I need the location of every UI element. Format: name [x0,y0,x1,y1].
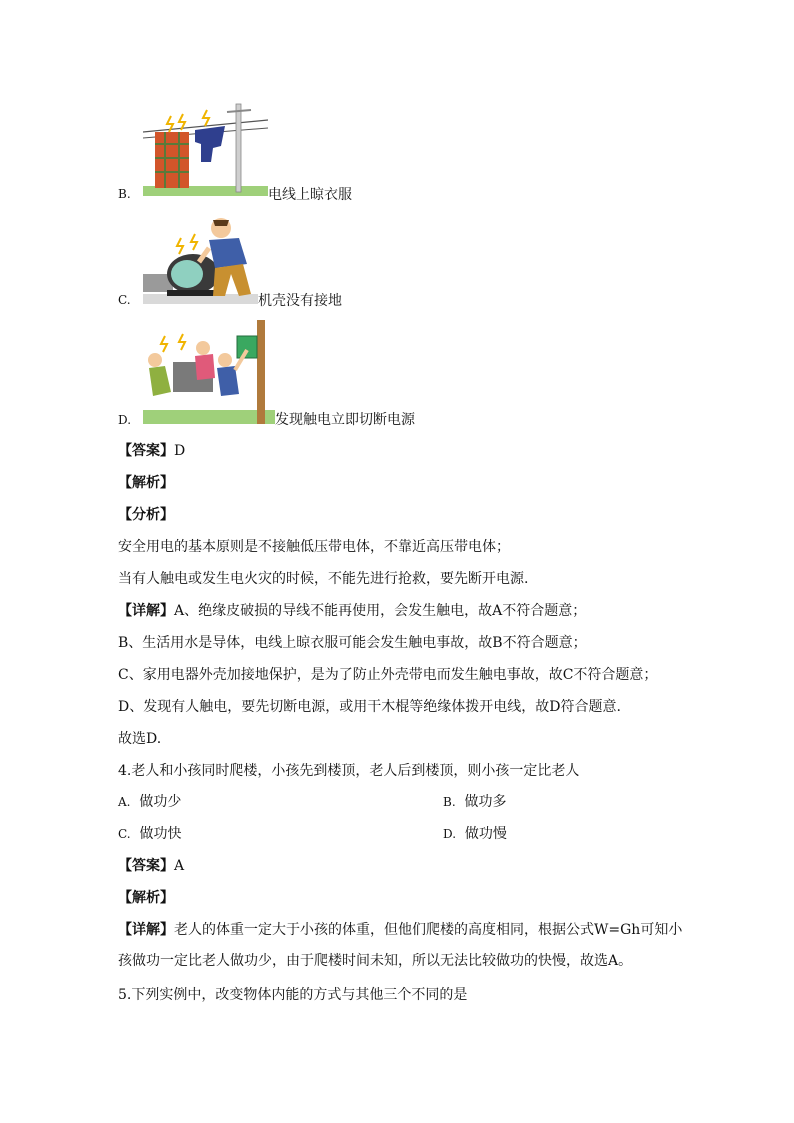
answer-value: A [174,858,185,874]
q4-answer-line [118,856,184,876]
answer-tag: 【答案】 [118,858,174,874]
q4-detail-line-2: 孩做功一定比老人做功少，由于爬楼时间未知，所以无法比较做功的快慢，故选A。 [118,953,633,969]
motor-not-grounded-illustration [143,208,258,304]
option-letter-b: B. [118,187,131,201]
answer-value: D [174,443,186,459]
detail-tag: 【详解】 [118,603,174,619]
q4-option-c [118,824,181,844]
option-caption-d: 发现触电立即切断电源 [275,412,415,428]
q3-answer-line [118,441,185,461]
q4-detail-line-1 [118,920,682,940]
detail-text: 老人的体重一定大于小孩的体重，但他们爬楼的高度相同，根据公式W=Gh可知小 [174,922,683,938]
option-text: 做功少 [139,794,182,810]
option-letter-c: C. [118,293,131,307]
option-text: 做功慢 [464,826,507,842]
detail-line-d: D、发现有人触电，要先切断电源，或用干木棍等绝缘体拨开电线，故D符合题意. [118,699,621,715]
detail-text-a: A、绝缘皮破损的导线不能再使用，会发生触电，故A不符合题意； [174,603,587,619]
option-letter: B. [443,795,456,809]
q4-option-a [118,792,181,812]
option-text: 做功快 [139,826,182,842]
option-letter: A. [118,795,131,809]
option-caption-c: 机壳没有接地 [258,293,342,309]
q4-option-d [443,824,507,844]
option-letter-d: D. [118,413,132,427]
detail-line-b: B、生活用水是导体，电线上晾衣服可能会发生触电事故，故B不符合题意； [118,635,587,651]
answer-tag: 【答案】 [118,443,174,459]
option-text: 做功多 [464,794,507,810]
option-letter: C. [118,827,131,841]
detail-tag: 【详解】 [118,922,174,938]
detail-line-1 [118,601,586,621]
fenxi-tag: 【分析】 [118,507,174,523]
clothes-on-power-line-illustration [143,98,268,196]
q4-analysis-tag: 【解析】 [118,890,174,906]
conclusion-line: 故选D. [118,731,162,747]
q4-option-b [443,792,507,812]
q5-stem: 5.下列实例中，改变物体内能的方式与其他三个不同的是 [118,987,468,1003]
cut-power-rescue-illustration [143,320,275,424]
analysis-tag: 【解析】 [118,475,174,491]
q4-stem: 4.老人和小孩同时爬楼，小孩先到楼顶，老人后到楼顶，则小孩一定比老人 [118,763,580,779]
option-letter: D. [443,827,457,841]
fenxi-line-2: 当有人触电或发生电火灾的时候，不能先进行抢救，要先断开电源. [118,571,529,587]
detail-line-c: C、家用电器外壳加接地保护，是为了防止外壳带电而发生触电事故，故C不符合题意； [118,667,658,683]
fenxi-line-1: 安全用电的基本原则是不接触低压带电体，不靠近高压带电体； [118,539,510,555]
option-caption-b: 电线上晾衣服 [268,187,352,203]
